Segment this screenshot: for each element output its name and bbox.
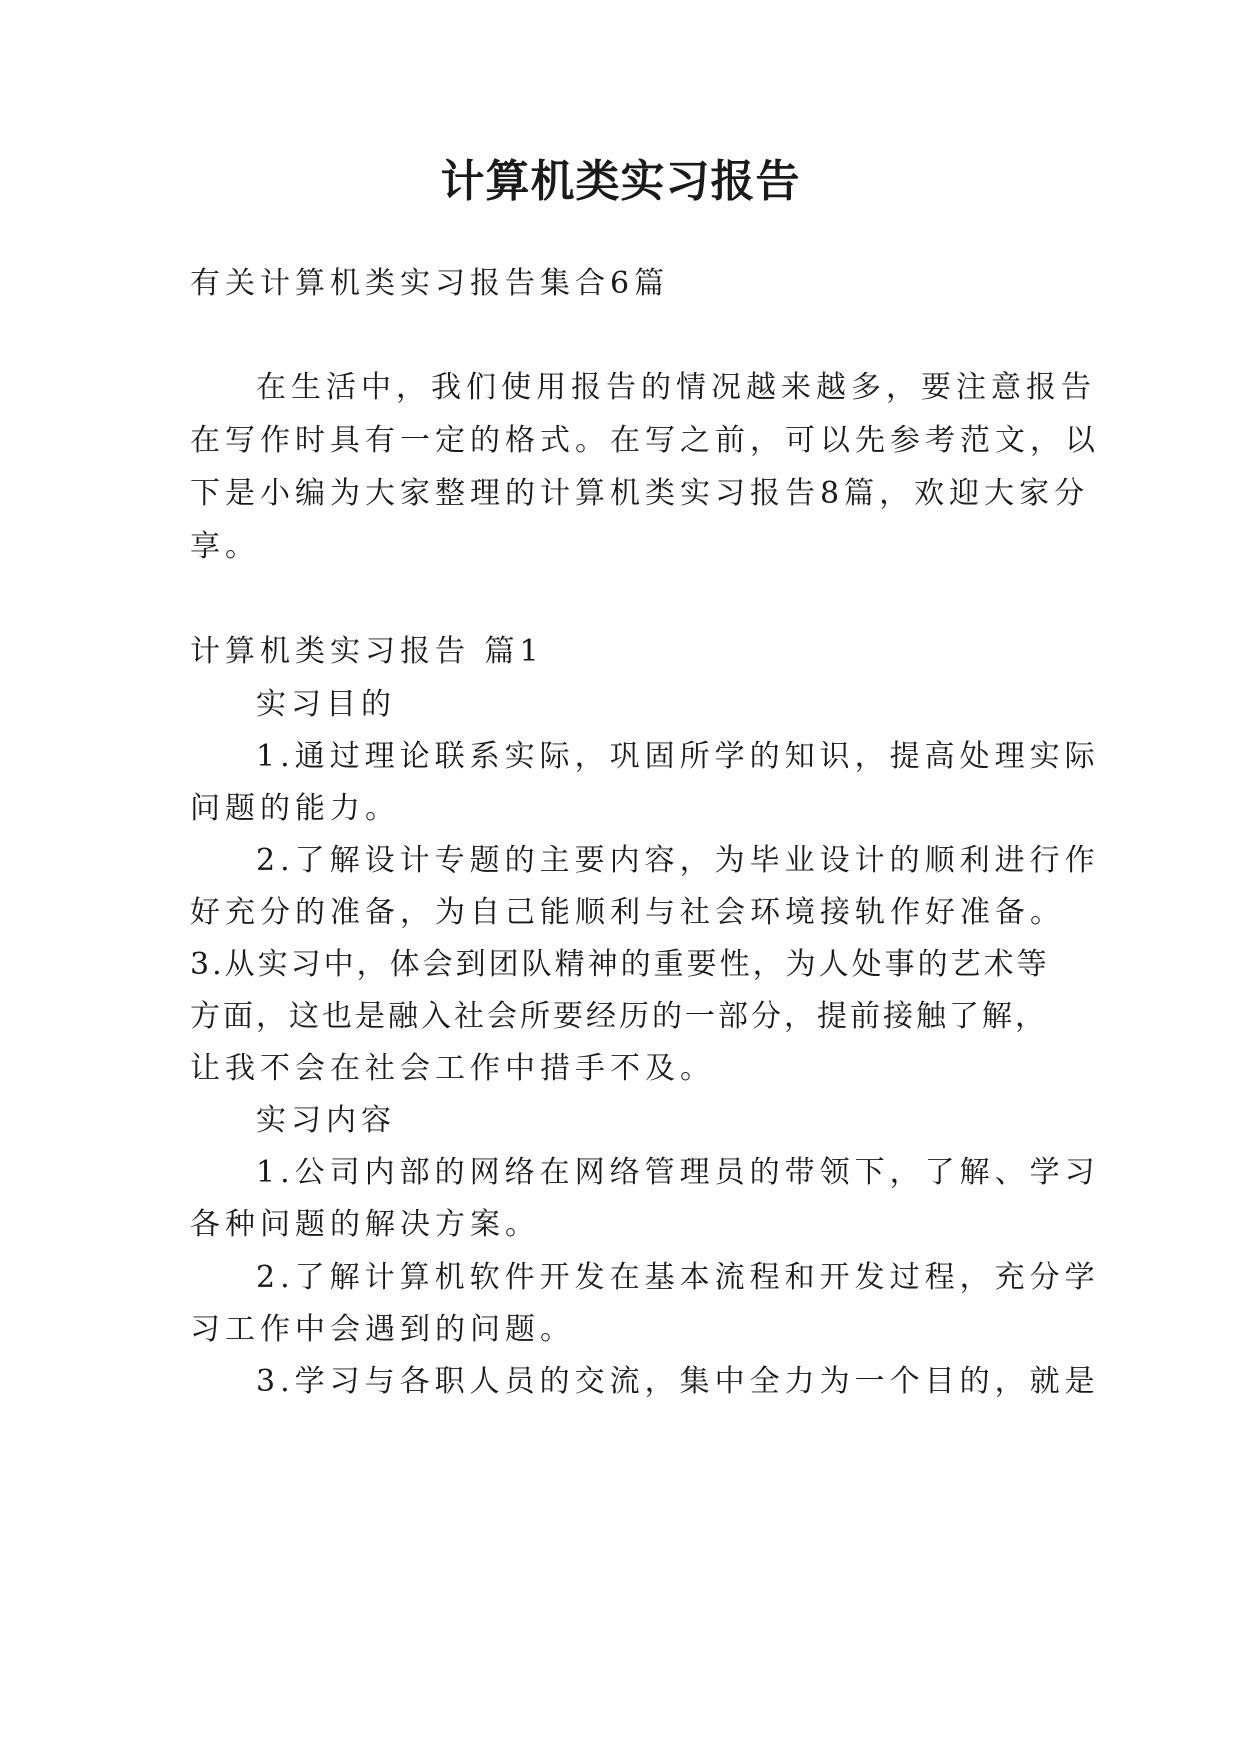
intro-line: 在写作时具有一定的格式。在写之前，可以先参考范文，以: [190, 423, 1100, 458]
content-line: 各种问题的解决方案。: [190, 1207, 540, 1242]
intro-line: 下是小编为大家整理的计算机类实习报告8篇，欢迎大家分: [190, 476, 1090, 511]
purpose-line: 1.通过理论联系实际，巩固所学的知识，提高处理实际: [256, 739, 1100, 774]
purpose-line: 问题的能力。: [190, 791, 400, 826]
section-heading: 计算机类实习报告 篇1: [190, 634, 544, 669]
intro-line: 享。: [190, 529, 260, 564]
purpose-line: 2.了解设计专题的主要内容，为毕业设计的顺利进行作: [256, 843, 1100, 878]
purpose-heading: 实习目的: [256, 687, 396, 722]
content-line: 1.公司内部的网络在网络管理员的带领下，了解、学习: [256, 1155, 1100, 1190]
content-line: 习工作中会遇到的问题。: [190, 1312, 575, 1347]
purpose-line: 方面，这也是融入社会所要经历的一部分，提前接触了解，: [190, 999, 1048, 1034]
content-heading: 实习内容: [256, 1103, 396, 1138]
document-title: 计算机类实习报告: [440, 156, 801, 207]
content-line: 2.了解计算机软件开发在基本流程和开发过程，充分学: [256, 1260, 1100, 1295]
purpose-line: 好充分的准备，为自己能顺利与社会环境接轨作好准备。: [190, 895, 1065, 930]
purpose-line: 让我不会在社会工作中措手不及。: [190, 1051, 715, 1086]
content-line: 3.学习与各职人员的交流，集中全力为一个目的，就是: [256, 1364, 1100, 1399]
purpose-line: 3.从实习中，体会到团队精神的重要性，为人处事的艺术等: [190, 947, 1050, 982]
document-subtitle: 有关计算机类实习报告集合6篇: [190, 266, 670, 301]
intro-line: 在生活中，我们使用报告的情况越来越多，要注意报告: [256, 370, 1096, 405]
